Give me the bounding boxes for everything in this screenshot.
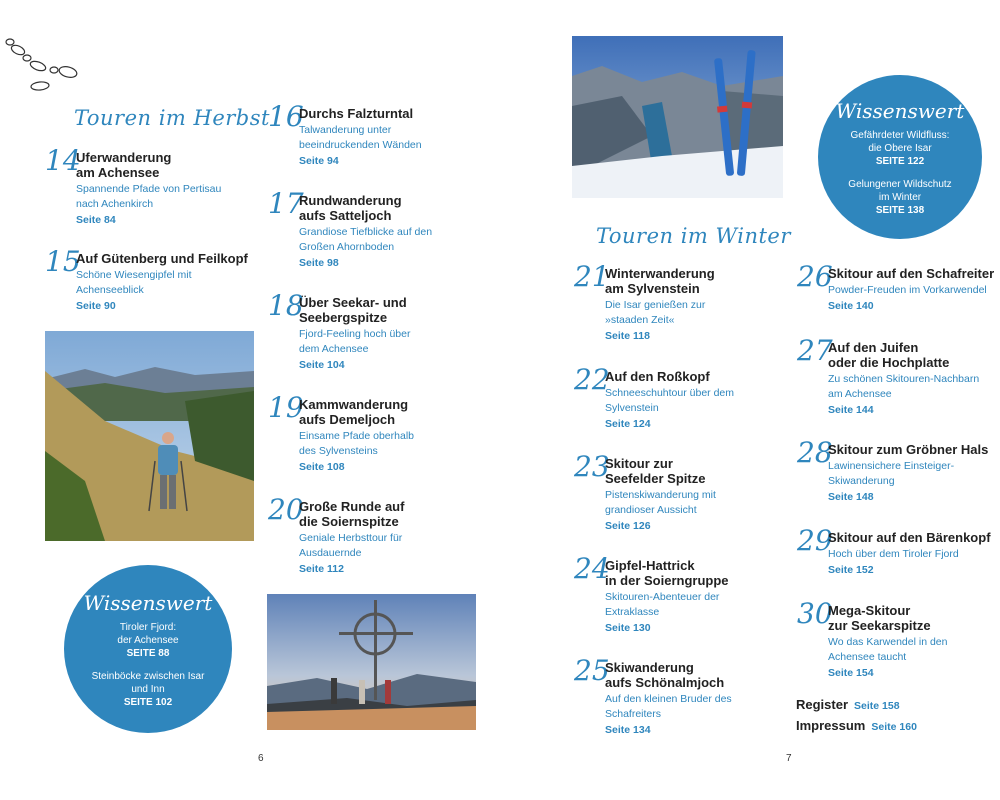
tour-title: Durchs Falzturntal (299, 106, 414, 121)
info-circle-left (64, 565, 232, 733)
tour-description: Schneeschuhtour über dem Sylvenstein (605, 387, 734, 414)
impressum-label: Impressum (796, 718, 866, 733)
tour-page-link[interactable]: Seite 154 (828, 667, 874, 679)
tour-description: Lawinensichere Einsteiger- Skiwanderung (828, 460, 955, 487)
tour-page-link[interactable]: Seite 124 (605, 418, 651, 430)
tour-description: Grandiose Tiefblicke auf den Großen Ahornboden (299, 226, 433, 253)
tour-number: 30 (797, 597, 833, 630)
tour-description: Die Isar genießen zur »staaden Zeit« (605, 299, 706, 326)
tour-title: Skitour auf den Schafreiter (828, 266, 995, 281)
tour-title: Skiwanderung aufs Schönalmjoch (605, 660, 725, 690)
tour-description: Powder-Freuden im Vorkarwendel (828, 284, 987, 296)
tour-title: Skitour auf den Bärenkopf (828, 530, 991, 545)
tour-description: Einsame Pfade oberhalb des Sylvensteins (299, 430, 414, 457)
tour-number: 29 (797, 524, 833, 557)
tour-page-link[interactable]: Seite 130 (605, 622, 651, 634)
tour-page-link[interactable]: Seite 144 (828, 404, 874, 416)
impressum-page[interactable]: Seite 160 (871, 721, 917, 733)
tour-title: Große Runde auf die Soiernspitze (299, 499, 405, 529)
tour-number: 24 (574, 552, 610, 585)
tour-title: Rundwanderung aufs Satteljoch (299, 193, 402, 223)
info-item-page[interactable]: SEITE 122 (875, 156, 925, 167)
tour-number: 28 (797, 436, 833, 469)
register-label: Register (796, 697, 849, 712)
page-number-right: 7 (786, 753, 792, 764)
skis-photo (572, 36, 783, 198)
tour-description: Spannende Pfade von Pertisau nach Achenkirch (76, 183, 222, 210)
tour-title: Auf den Juifen oder die Hochplatte (828, 340, 950, 370)
tour-title: Über Seekar- und Seebergspitze (299, 295, 407, 325)
tour-page-link[interactable]: Seite 108 (299, 461, 345, 473)
summit-cross-photo (267, 594, 476, 730)
autumn-heading: Touren im Herbst (74, 106, 270, 130)
tour-description: Geniale Herbsttour für Ausdauernde (299, 532, 403, 559)
tour-page-link[interactable]: Seite 140 (828, 300, 874, 312)
tour-number: 27 (797, 334, 833, 367)
info-item-text: Gelungener Wildschutz im Winter (848, 179, 952, 203)
tour-title: Kammwanderung aufs Demeljoch (299, 397, 409, 427)
info-item-text: Tiroler Fjord: der Achensee (117, 622, 179, 646)
info-heading: Wissenswert (83, 591, 213, 615)
tour-title: Uferwanderung am Achensee (76, 150, 172, 180)
info-item-page[interactable]: SEITE 138 (875, 205, 925, 216)
impressum-entry[interactable] (796, 718, 917, 733)
tour-page-link[interactable]: Seite 112 (299, 563, 344, 575)
page-number-left: 6 (258, 753, 264, 764)
hiker-photo (45, 331, 254, 541)
footprints-icon (0, 36, 90, 96)
register-page[interactable]: Seite 158 (854, 700, 900, 712)
tour-number: 17 (268, 187, 304, 220)
tour-number: 18 (268, 289, 304, 322)
tour-description: Pistenskiwanderung mit grandioser Aussicht (605, 489, 716, 516)
tour-page-link[interactable]: Seite 134 (605, 724, 651, 736)
info-item-text: Steinböcke zwischen Isar und Inn (91, 671, 205, 695)
tour-number: 16 (268, 100, 304, 133)
register-entry[interactable] (796, 697, 900, 712)
tour-number: 14 (45, 144, 81, 177)
info-item-page[interactable]: SEITE 88 (126, 648, 170, 659)
winter-heading: Touren im Winter (596, 224, 791, 248)
tour-page-link[interactable]: Seite 152 (828, 564, 874, 576)
tour-description: Talwanderung unter beeindruckenden Wänden (299, 124, 422, 151)
tour-page-link[interactable]: Seite 126 (605, 520, 651, 532)
tour-number: 26 (797, 260, 833, 293)
tour-description: Hoch über dem Tiroler Fjord (828, 548, 959, 560)
tour-page-link[interactable]: Seite 84 (76, 214, 116, 226)
tour-description: Zu schönen Skitouren-Nachbarn am Achensee (828, 373, 980, 400)
tour-description: Skitouren-Abenteuer der Extraklasse (605, 591, 720, 618)
tour-title: Auf den Roßkopf (605, 369, 710, 384)
tour-title: Gipfel-Hattrick in der Soierngruppe (605, 558, 729, 588)
tour-title: Mega-Skitour zur Seekarspitze (828, 603, 931, 633)
info-item-text: Gefährdeter Wildfluss: die Obere Isar (850, 130, 950, 154)
tour-number: 19 (268, 391, 304, 424)
tour-page-link[interactable]: Seite 90 (76, 300, 116, 312)
tour-page-link[interactable]: Seite 118 (605, 330, 650, 342)
tour-description: Schöne Wiesengipfel mit Achenseeblick (76, 269, 192, 296)
info-circle-right (818, 75, 982, 239)
tour-number: 23 (574, 450, 610, 483)
tour-number: 20 (268, 493, 304, 526)
tour-page-link[interactable]: Seite 94 (299, 155, 339, 167)
tour-title: Skitour zur Seefelder Spitze (605, 456, 706, 486)
info-heading: Wissenswert (835, 99, 965, 123)
tour-page-link[interactable]: Seite 98 (299, 257, 339, 269)
tour-description: Wo das Karwendel in den Achensee taucht (828, 636, 948, 663)
tour-description: Fjord-Feeling hoch über dem Achensee (299, 328, 411, 355)
tour-number: 21 (574, 260, 610, 293)
tour-number: 15 (45, 245, 81, 278)
tour-title: Winterwanderung am Sylvenstein (605, 266, 715, 296)
tour-number: 22 (574, 363, 610, 396)
tour-page-link[interactable]: Seite 148 (828, 491, 874, 503)
tour-description: Auf den kleinen Bruder des Schafreiters (605, 693, 732, 720)
tour-number: 25 (574, 654, 610, 687)
tour-page-link[interactable]: Seite 104 (299, 359, 345, 371)
tour-title: Skitour zum Gröbner Hals (828, 442, 989, 457)
tour-title: Auf Gütenberg und Feilkopf (76, 251, 248, 266)
info-item-page[interactable]: SEITE 102 (123, 697, 173, 708)
